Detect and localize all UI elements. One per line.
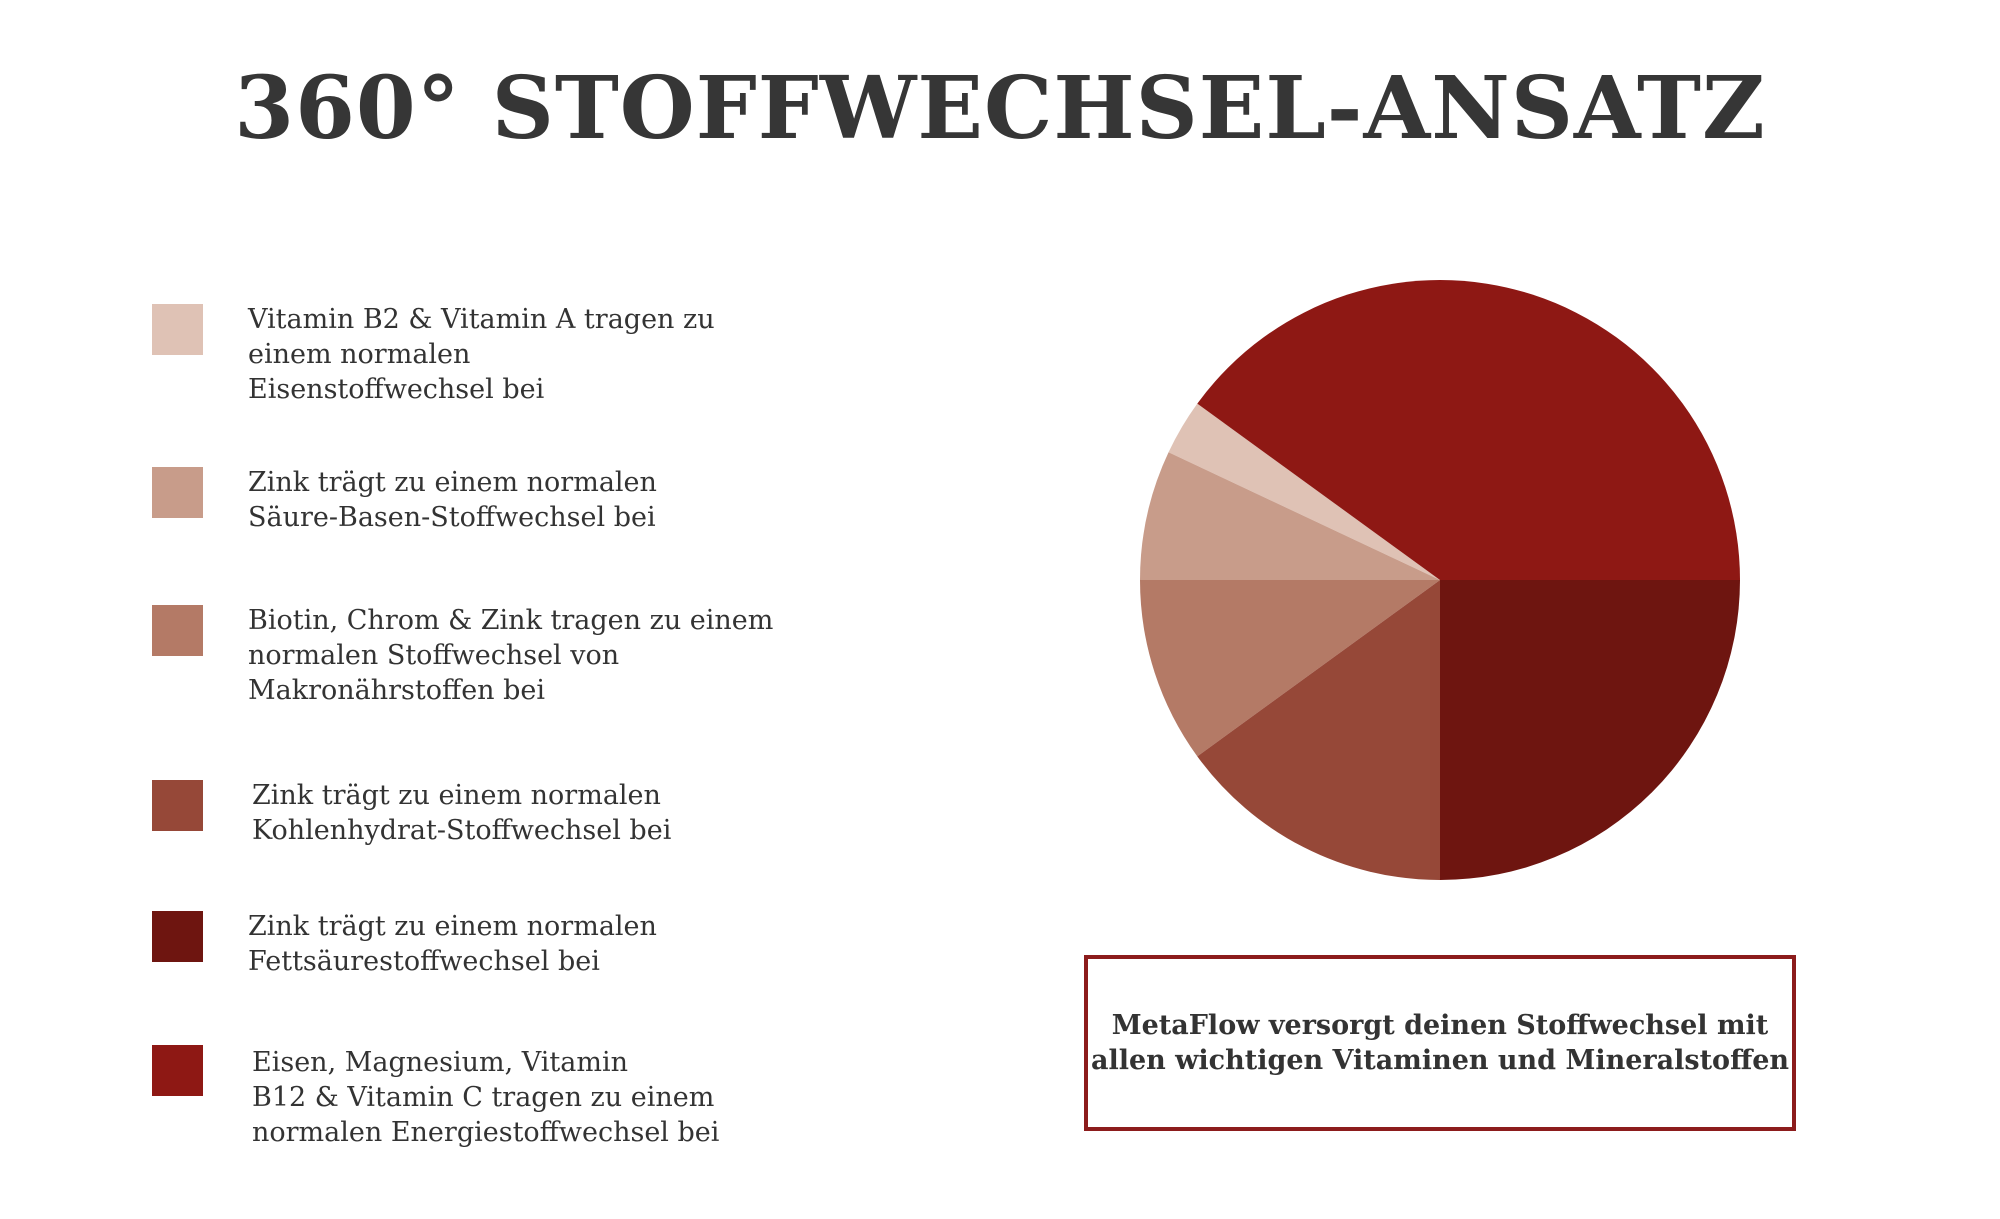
- callout-text: MetaFlow versorgt deinen Stoffwechsel mit allen wichtigen Vitaminen und Mineralstoffen: [1090, 1010, 1790, 1076]
- legend-swatch: [152, 911, 203, 962]
- legend-label: Biotin, Chrom & Zink tragen zu einem normalen Stoffwechsel von Makronährstoffen bei: [248, 605, 774, 706]
- legend-swatch: [152, 1045, 203, 1096]
- legend-label: Zink trägt zu einem normalen Fettsäurestoffwechsel bei: [248, 911, 657, 977]
- legend-label: Vitamin B2 & Vitamin A tragen zu einem normalen Eisenstoffwechsel bei: [248, 304, 715, 405]
- pie-slice: [1440, 580, 1740, 880]
- legend-swatch: [152, 304, 203, 355]
- legend-swatch: [152, 467, 203, 518]
- info-callout: [1084, 955, 1796, 1131]
- page-title: 360° STOFFWECHSEL-ANSATZ: [234, 58, 1766, 159]
- legend-swatch: [152, 780, 203, 831]
- pie-chart: [1140, 280, 1740, 880]
- legend-label: Zink trägt zu einem normalen Kohlenhydrat-Stoffwechsel bei: [252, 780, 672, 846]
- legend-label: Zink trägt zu einem normalen Säure-Basen-Stoffwechsel bei: [248, 467, 657, 533]
- legend-label: Eisen, Magnesium, Vitamin B12 & Vitamin C tragen zu einem normalen Energiestoffwechsel bei: [252, 1047, 720, 1148]
- legend-swatch: [152, 605, 203, 656]
